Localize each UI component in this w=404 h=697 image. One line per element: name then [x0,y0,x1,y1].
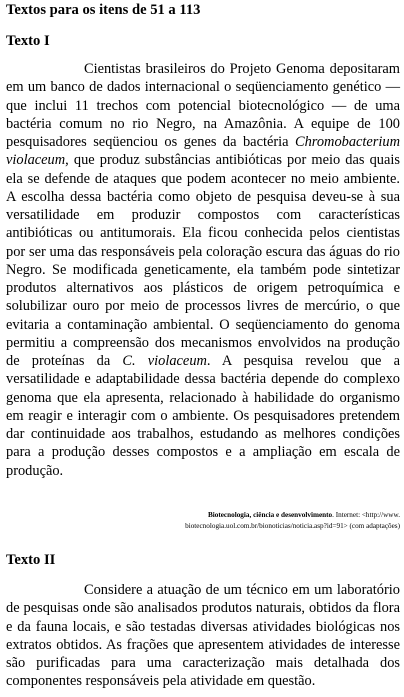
text-1-part-c: . A pesquisa revelou que a versatilidade e adaptabilidade dessa bactéria depende do complexo genoma que ela apresenta, relacionado à habilidade do organismo em reagir e interagir com o ambiente. Os pesquisadores pretendem dar continuidade aos trabalhos, estudando as melhores condições para a produção desses compostos e a ampliação em escala de produção. [6,353,400,479]
text-1-italic-abbrev: C. violaceum [122,353,207,369]
text-1-title: Texto I [6,33,50,49]
page-heading: Textos para os itens de 51 a 113 [6,2,201,18]
text-2-paragraph: Considere a atuação de um técnico em um laboratório de pesquisas onde são analisados produtos naturais, obtidos da flora e da fauna locais, e são testadas diversas atividades biológicas nos extratos obtidos. As frações que apresentem atividades de interesse são purificadas para uma caracterização mais detalhada dos componentes responsáveis pela atividade em questão. [6,582,400,690]
source-line-1: . Internet: <http://www. [332,511,400,519]
text-1-part-a: Cientistas brasileiros do Projeto Genoma depositaram em um banco de dados internacional o seqüenciamento genético — que inclui 11 trechos com potencial biotecnológico — de uma bactéria comum no rio Negro, na Amazônia. A equipe de 100 pesquisadores seqüenciou os genes da bactéria [6,61,400,150]
text-1-paragraph [6,60,400,480]
text-1-part-b: , que produz substâncias antibióticas por meio das quais ela se defende de ataques que podem acontecer no meio ambiente. A escolha dessa bactéria como objeto de pesquisa deveu-se à sua versatilidade em produzir compostos com características antibióticas ou antitumorais. Ela ficou conhecida pelos cientistas por ser uma das responsáveis pela coloração escura das águas do rio Negro. Se modificada geneticamente, ela também pode sintetizar produtos alternativos aos plásticos de origem petroquímica e solubilizar ouro por meio de processos livres de mercúrio, o que evitaria a contaminação ambiental. O seqüenciamento do genoma permitiu a compreensão dos mecanismos envolvidos na produção de proteínas da [6,152,400,369]
text-1-source [2,510,400,532]
text-1-italic-species: Chromobacterium violaceum [6,134,400,169]
source-title: Biotecnologia, ciência e desenvolvimento [207,511,333,519]
text-2-title: Texto II [6,552,56,568]
source-line-2: biotecnologia.uol.com.br/bionoticias/noticia.asp?id=91> (com adaptações) [185,522,400,530]
